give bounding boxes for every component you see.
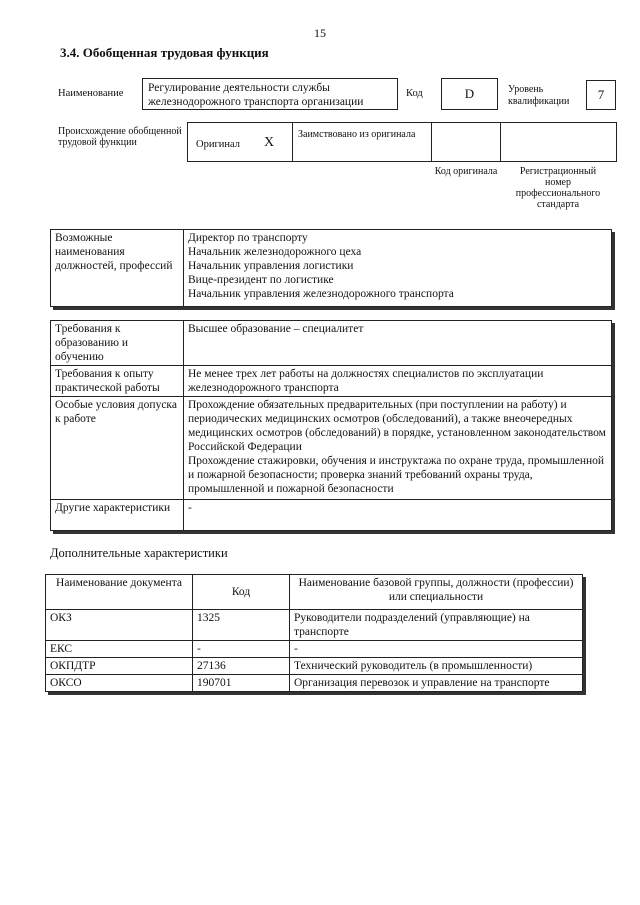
list-item: Начальник управления железнодорожного транспорта	[188, 288, 454, 300]
name-cell: Руководители подразделений (управляющие) на транспорте	[290, 610, 583, 641]
name-cell: Организация перевозок и управление на транспорте	[290, 675, 583, 692]
doc-cell: ОКЗ	[46, 610, 193, 641]
req-paragraph: Прохождение стажировки, обучения и инструктажа по охране труда, промышленной и пожарной безопасности; проверка знаний требований охраны труда, промышленной и пожарной безопасности	[188, 455, 605, 495]
table-row	[51, 397, 612, 500]
table-row	[51, 366, 612, 397]
name-cell: -	[290, 641, 583, 658]
section-title: 3.4. Обобщенная трудовая функция	[60, 45, 269, 60]
list-item: Вице-президент по логистике	[188, 274, 334, 286]
table-row	[51, 321, 612, 366]
req-label: Требования к опыту практической работы	[51, 366, 184, 397]
req-value	[184, 397, 612, 500]
table-row	[46, 658, 583, 675]
reg-caption: Регистрационный номер профессионального стандарта	[515, 166, 601, 210]
doc-cell: ОКСО	[46, 675, 193, 692]
page-number: 15	[314, 26, 326, 40]
additional-title: Дополнительные характеристики	[50, 546, 228, 560]
level-value: 7	[586, 80, 616, 110]
divider	[431, 123, 432, 161]
origin-label: Происхождение обобщенной трудовой функции	[58, 126, 182, 148]
header-cell: Код	[193, 575, 290, 610]
header-cell: Наименование документа	[46, 575, 193, 610]
additional-table	[45, 574, 583, 692]
req-label: Требования к образованию и обучению	[51, 321, 184, 366]
list-item: Директор по транспорту	[188, 232, 308, 244]
divider	[500, 123, 501, 161]
table-row	[51, 500, 612, 531]
req-value: -	[184, 500, 612, 531]
code-cell: 27136	[193, 658, 290, 675]
name-label: Наименование	[58, 88, 124, 99]
name-value: Регулирование деятельности службы железнодорожного транспорта организации	[142, 78, 398, 110]
req-label: Другие характеристики	[51, 500, 184, 531]
original-label: Оригинал	[196, 139, 240, 150]
code-cell: 1325	[193, 610, 290, 641]
list-item: Начальник управления логистики	[188, 260, 354, 272]
divider	[292, 123, 293, 161]
code-cell: 190701	[193, 675, 290, 692]
req-value: Высшее образование – специалитет	[184, 321, 612, 366]
table-header	[46, 575, 583, 610]
name-cell: Технический руководитель (в промышленности)	[290, 658, 583, 675]
positions-list	[184, 230, 612, 307]
level-label: Уровень квалификации	[508, 84, 570, 107]
req-paragraph: Прохождение обязательных предварительных (при поступлении на работу) и периодических медицинских осмотров (обследований), а также внеочередных медицинских осмотров (обследований) в порядке, установленном законодательством Российской Федерации	[188, 399, 606, 453]
original-mark: X	[264, 135, 275, 150]
doc-cell: ОКПДТР	[46, 658, 193, 675]
requirements-table	[50, 320, 612, 531]
code-label: Код	[406, 88, 423, 99]
code-cell: -	[193, 641, 290, 658]
positions-table	[50, 229, 612, 307]
header-cell: Наименование базовой группы, должности (профессии) или специальности	[290, 575, 583, 610]
doc-cell: ЕКС	[46, 641, 193, 658]
borrowed-label: Заимствовано из оригинала	[298, 129, 416, 140]
req-value: Не менее трех лет работы на должностях специалистов по эксплуатации железнодорожного транспорта	[184, 366, 612, 397]
positions-label: Возможные наименования должностей, профессий	[51, 230, 184, 307]
origin-table	[187, 122, 617, 162]
code-value: D	[441, 78, 498, 110]
table-row	[46, 610, 583, 641]
table-row	[46, 675, 583, 692]
code-caption: Код оригинала	[434, 166, 498, 177]
list-item: Начальник железнодорожного цеха	[188, 246, 362, 258]
table-row	[46, 641, 583, 658]
req-label: Особые условия допуска к работе	[51, 397, 184, 500]
